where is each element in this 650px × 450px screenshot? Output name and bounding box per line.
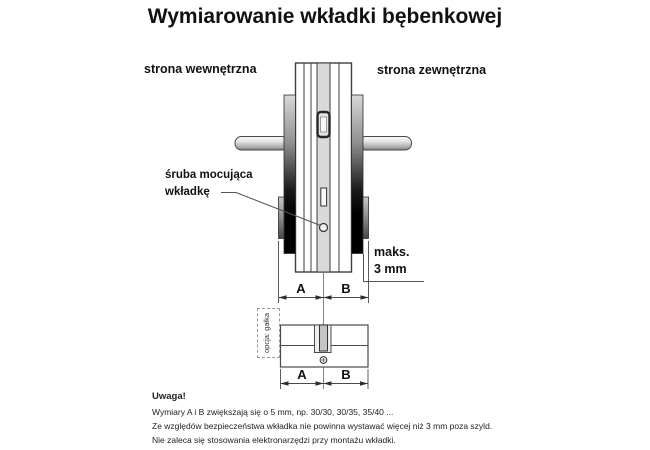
cam-front	[320, 325, 328, 351]
mounting-screw-icon	[320, 224, 328, 232]
notes-line-1: Wymiary A i B zwiększają się o 5 mm, np. 30/30, 30/35, 35/40 ...	[152, 407, 394, 417]
screw-slot	[321, 188, 327, 206]
max-protrusion-label-line2: 3 mm	[374, 262, 407, 276]
knob-option-label: opcja: gałka	[262, 312, 271, 354]
mounting-screw-label-line2: wkładkę	[165, 186, 210, 198]
spindle-rod-right	[359, 137, 412, 151]
mounting-screw-label-line1: śruba mocująca	[165, 169, 253, 181]
mounting-screw-label	[165, 167, 253, 201]
door-cross-section	[235, 63, 412, 272]
max-protrusion-label	[374, 244, 409, 278]
cylinder-protrusion-left	[279, 197, 285, 239]
notes-line-3: Nie zaleca się stosowania elektronarzędzi przy montażu wkładki.	[152, 435, 396, 445]
max-protrusion-label-line1: maks.	[374, 245, 410, 259]
notes-block	[152, 391, 592, 447]
cylinder-body-strip	[317, 63, 330, 272]
spindle-rod-left	[235, 137, 288, 151]
cylinder-front-view	[281, 325, 369, 367]
cylinder-protrusion-right	[363, 197, 369, 239]
page-title: Wymiarowanie wkładki bębenkowej	[147, 5, 503, 28]
notes-heading: Uwaga!	[152, 391, 186, 402]
outer-side-label: strona zewnętrzna	[377, 63, 487, 77]
escutcheon-plate-right	[352, 95, 364, 254]
dimension-b-label-bottom: B	[341, 367, 351, 382]
escutcheon-plate-left	[284, 95, 296, 254]
dimension-a-label-main: A	[296, 281, 306, 296]
inner-side-label: strona wewnętrzna	[144, 62, 257, 76]
dimension-a-label-bottom: A	[297, 367, 307, 382]
dimension-b-label-main: B	[341, 281, 351, 296]
notes-line-2: Ze względów bezpieczeństwa wkładka nie powinna wystawać więcej niż 3 mm poza szyld.	[152, 421, 493, 431]
